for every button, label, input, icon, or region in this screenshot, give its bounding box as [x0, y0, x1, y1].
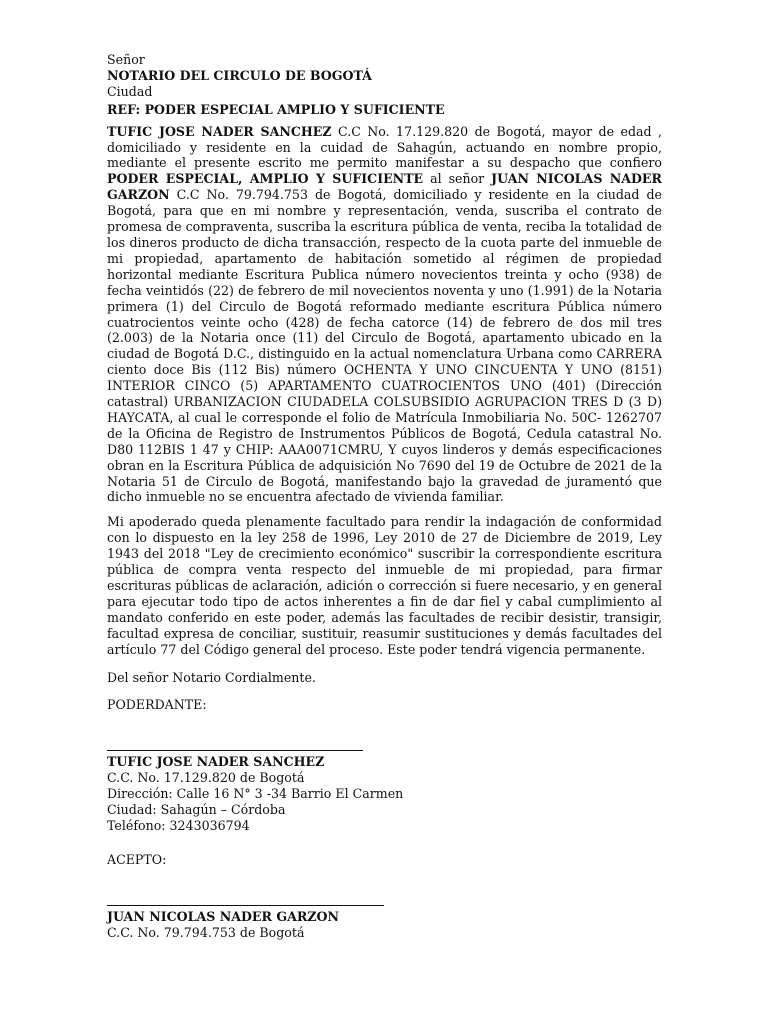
closing-line: Del señor Notario Cordialmente. [107, 669, 316, 685]
reference-line: REF: PODER ESPECIAL AMPLIO Y SUFICIENTE [107, 101, 445, 117]
accept-label: ACEPTO: [107, 851, 167, 867]
recipient-title: NOTARIO DEL CIRCULO DE BOGOTÁ [107, 67, 372, 83]
grantor-name: TUFIC JOSE NADER SANCHEZ [107, 754, 325, 770]
recipient-city: Ciudad [107, 83, 153, 99]
body-paragraph-1-text-b: al señor [423, 171, 492, 187]
attorney-signature-line [107, 905, 384, 906]
attorney-signature-block [107, 909, 662, 941]
grantor-phone: Teléfono: 3243036794 [107, 817, 250, 833]
attorney-name: JUAN NICOLAS NADER GARZON [107, 908, 340, 924]
grantor-id: C.C. No. 17.129.820 de Bogotá [107, 770, 305, 786]
body-paragraph-1-text-a: C.C No. 17.129.820 de Bogotá, mayor de edad , domiciliado y residente en la cuidad de Sahagún, actuando en nombre propio, mediante el presente escrito me permito manifestar a su despacho que confiero [107, 123, 662, 171]
addressee-block [107, 52, 662, 100]
power-type-inline: PODER ESPECIAL, AMPLIO Y SUFICIENTE [107, 171, 424, 187]
grantor-city: Ciudad: Sahagún – Córdoba [107, 802, 286, 818]
grantor-name-inline: TUFIC JOSE NADER SANCHEZ [107, 123, 332, 139]
attorney-name-inline: JUAN NICOLAS NADER GARZON [107, 171, 662, 203]
salutation: Señor [107, 52, 145, 67]
grantor-signature-line [107, 750, 363, 751]
attorney-id: C.C. No. 79.794.753 de Bogotá [107, 924, 305, 940]
document-page [107, 52, 662, 941]
grantor-address: Dirección: Calle 16 N° 3 -34 Barrio El Carmen [107, 786, 404, 802]
body-paragraph-1 [107, 124, 662, 506]
grantor-signature-block [107, 754, 662, 834]
body-paragraph-2: Mi apoderado queda plenamente facultado para rendir la indagación de conformidad con lo dispuesto en la ley 258 de 1996, Ley 2010 de 27 de Diciembre de 2019, Ley 1943 del 2018 "Ley de crecimiento económico" suscribir la correspondiente escritura pública de compra venta respecto del inmueble de mi propiedad, para firmar escrituras públicas de aclaración, adición o corrección si fuere necesario, y en general para ejecutar todo tipo de actos inherentes a fin de dar fiel y cabal cumplimiento al mandato conferido en este poder, además las facultades de recibir desistir, transigir, facultad expresa de conciliar, sustituir, reasumir sustituciones y demás facultades del artículo 77 del Código general del proceso. Este poder tendrá vigencia permanente. [107, 514, 662, 657]
body-paragraph-1-text-c: C.C No. 79.794.753 de Bogotá, domiciliado y residente en la ciudad de Bogotá, para que en mi nombre y representación, venda, suscriba el contrato de promesa de compraventa, suscriba la escritura pública de venta, reciba la totalidad de los dineros producto de dicha transacción, respecto de la cuota parte del inmueble de mi propiedad, apartamento de habitación sometido al régimen de propiedad horizontal mediante Escritura Publica número novecientos treinta y ocho (938) de fecha veintidós (22) de febrero de mil novecientos noventa y uno (1.991) de la Notaria primera (1) del Circulo de Bogotá reformado mediante escritura Pública número cuatrocientos veinte ocho (428) de fecha catorce (14) de febrero de dos mil tres (2.003) de la Notaria once (11) del Circulo de Bogotá, apartamento ubicado en la ciudad de Bogotá D.C., distinguido en la actual nomenclatura Urbana como CARRERA ciento doce Bis (112 Bis) número OCHENTA Y UNO CINCUENTA Y UNO (8151) INTERIOR CINCO (5) APARTAMENTO CUATROCIENTOS UNO (401) (Dirección catastral) URBANIZACION CIUDADELA COLSUBSIDIO AGRUPACION TRES D (3 D) HAYCATA, al cual le corresponde el folio de Matrícula Inmobiliaria No. 50C- 1262707 de la Oficina de Registro de Instrumentos Públicos de Bogotá, Cedula catastral No. D80 112BIS 1 47 y CHIP: AAA0071CMRU, Y cuyos linderos y demás especificaciones obran en la Escritura Pública de adquisición No 7690 del 19 de Octubre de 2021 de la Notaria 51 de Circulo de Bogotá, manifestando bajo la gravedad de juramentó que dicho inmueble no se encuentra afectado de vivienda familiar. [107, 187, 662, 505]
grantor-label: PODERDANTE: [107, 697, 207, 713]
